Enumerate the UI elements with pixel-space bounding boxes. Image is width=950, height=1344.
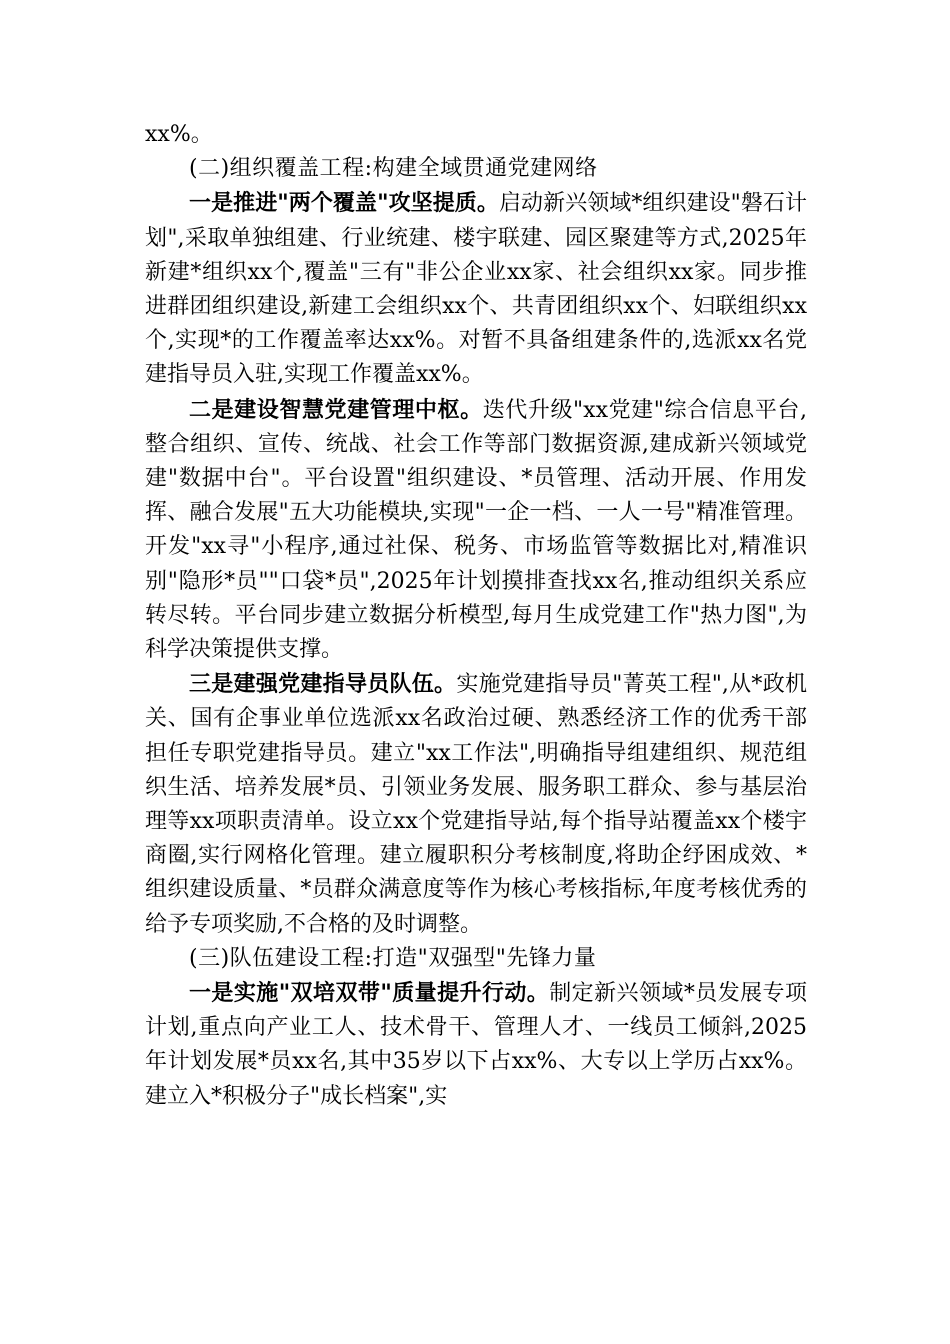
paragraph-lead: 一是实施"双培双带"质量提升行动。 (189, 980, 550, 1007)
paragraph-lead: 二是建设智慧党建管理中枢。 (189, 396, 483, 423)
paragraph-text: xx%。 (145, 122, 213, 147)
paragraph-lead: 三是建强党建指导员队伍。 (189, 671, 457, 698)
paragraph-text: 启动新兴领域*组织建设"磐石计划",采取单独组建、行业统建、楼宇联建、园区聚建等方式,2025年新建*组织xx个,覆盖"三有"非公企业xx家、社会组织xx家。同步推进群团组织建设,新建工会组织xx个、共青团组织xx个、妇联组织xx个,实现*的工作覆盖率达xx%。对暂不具备组建条件的,选派xx名党建指导员入驻,实现工作覆盖xx%。 (145, 191, 807, 388)
section-heading-2 (145, 152, 807, 186)
paragraph-text: 制定新兴领域*员发展专项计划,重点向产业工人、技术骨干、管理人才、一线员工倾斜,2025年计划发展*员xx名,其中35岁以下占xx%、大专以上学历占xx%。建立入*积极分子"成长档案",实 (145, 981, 807, 1109)
paragraph-continuation (145, 118, 807, 152)
paragraph-4 (145, 976, 807, 1114)
paragraph-text: 迭代升级"xx党建"综合信息平台,整合组织、宣传、统战、社会工作等部门数据资源,建成新兴领域党建"数据中台"。平台设置"组织建设、*员管理、活动开展、作用发挥、融合发展"五大功能模块,实现"一企一档、一人一号"精准管理。开发"xx寻"小程序,通过社保、税务、市场监管等数据比对,精准识别"隐形*员""口袋*员",2025年计划摸排查找xx名,推动组织关系应转尽转。平台同步建立数据分析模型,每月生成党建工作"热力图",为科学决策提供支撑。 (145, 397, 807, 663)
section-heading-text: (二)组织覆盖工程:构建全域贯通党建网络 (189, 156, 598, 182)
section-heading-3 (145, 942, 807, 976)
paragraph-2 (145, 393, 807, 668)
paragraph-text: 实施党建指导员"菁英工程",从*政机关、国有企事业单位选派xx名政治过硬、熟悉经济工作的优秀干部担任专职党建指导员。建立"xx工作法",明确指导组建组织、规范组织生活、培养发展*员、引领业务发展、服务职工群众、参与基层治理等xx项职责清单。设立xx个党建指导站,每个指导站覆盖xx个楼宇商圈,实行网格化管理。建立履职积分考核制度,将助企纾困成效、*组织建设质量、*员群众满意度等作为核心考核指标,年度考核优秀的给予专项奖励,不合格的及时调整。 (145, 672, 807, 937)
paragraph-lead: 一是推进"两个覆盖"攻坚提质。 (189, 190, 499, 217)
paragraph-3 (145, 667, 807, 942)
document-body (145, 118, 807, 1114)
paragraph-1 (145, 186, 807, 392)
section-heading-text: (三)队伍建设工程:打造"双强型"先锋力量 (189, 945, 597, 971)
